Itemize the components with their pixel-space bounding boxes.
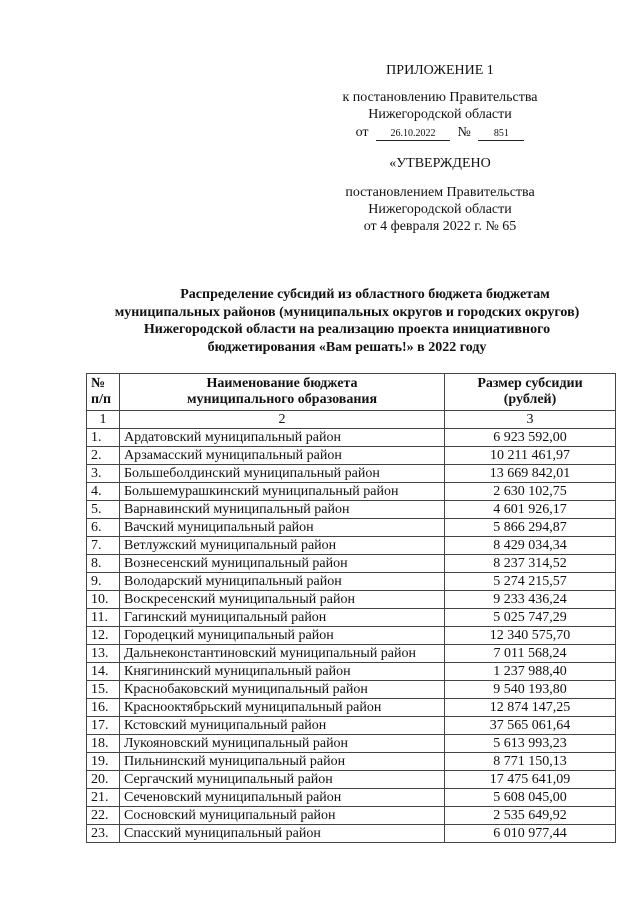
table-row [87, 537, 616, 555]
row-subsidy-amount: 9 540 193,80 [445, 681, 616, 699]
row-subsidy-amount: 5 274 215,57 [445, 573, 616, 591]
table-row [87, 699, 616, 717]
row-district-name: Дальнеконстантиновский муниципальный район [120, 645, 445, 663]
row-district-name: Арзамасский муниципальный район [120, 447, 445, 465]
row-number: 18. [87, 735, 120, 753]
header-amount [445, 374, 616, 411]
row-number: 14. [87, 663, 120, 681]
row-subsidy-amount: 10 211 461,97 [445, 447, 616, 465]
row-subsidy-amount: 2 535 649,92 [445, 807, 616, 825]
row-district-name: Княгининский муниципальный район [120, 663, 445, 681]
header-number-line-2: п/п [91, 392, 112, 407]
row-district-name: Большемурашкинский муниципальный район [120, 483, 445, 501]
row-subsidy-amount: 37 565 061,64 [445, 717, 616, 735]
heading-line-1: Распределение субсидий из областного бюджета бюджетам [180, 287, 550, 302]
column-index-1: 1 [87, 411, 120, 429]
row-number: 13. [87, 645, 120, 663]
row-district-name: Городецкий муниципальный район [120, 627, 445, 645]
resolution-number: 851 [478, 128, 524, 141]
table-row [87, 609, 616, 627]
column-index-row [87, 411, 616, 429]
row-number: 23. [87, 825, 120, 843]
header-amount-line-2: (рублей) [503, 392, 557, 407]
table-row [87, 753, 616, 771]
row-district-name: Сосновский муниципальный район [120, 807, 445, 825]
table-row [87, 501, 616, 519]
table-row [87, 519, 616, 537]
row-district-name: Кстовский муниципальный район [120, 717, 445, 735]
table-row [87, 717, 616, 735]
approved-line-1: постановлением Правительства [345, 185, 535, 200]
header-amount-line-1: Размер субсидии [477, 376, 583, 391]
table-row [87, 447, 616, 465]
row-district-name: Спасский муниципальный район [120, 825, 445, 843]
approved-line-3: от 4 февраля 2022 г. № 65 [363, 219, 517, 234]
row-number: 6. [87, 519, 120, 537]
row-number: 12. [87, 627, 120, 645]
row-number: 21. [87, 789, 120, 807]
row-number: 3. [87, 465, 120, 483]
table-row [87, 465, 616, 483]
row-subsidy-amount: 5 025 747,29 [445, 609, 616, 627]
column-index-2: 2 [120, 411, 445, 429]
appendix-date-line [320, 124, 560, 141]
row-subsidy-amount: 4 601 926,17 [445, 501, 616, 519]
row-district-name: Краснооктябрьский муниципальный район [120, 699, 445, 717]
table-row [87, 663, 616, 681]
row-subsidy-amount: 6 923 592,00 [445, 429, 616, 447]
table-row [87, 627, 616, 645]
table-row [87, 789, 616, 807]
row-number: 11. [87, 609, 120, 627]
row-district-name: Вачский муниципальный район [120, 519, 445, 537]
row-subsidy-amount: 17 475 641,09 [445, 771, 616, 789]
row-number: 22. [87, 807, 120, 825]
table-row [87, 807, 616, 825]
row-subsidy-amount: 5 608 045,00 [445, 789, 616, 807]
approved-title: «УТВЕРЖДЕНО [389, 156, 491, 171]
row-number: 9. [87, 573, 120, 591]
row-district-name: Сергачский муниципальный район [120, 771, 445, 789]
row-number: 20. [87, 771, 120, 789]
row-subsidy-amount: 12 874 147,25 [445, 699, 616, 717]
table-header-row [87, 374, 616, 411]
date-prefix: от [355, 125, 369, 140]
row-subsidy-amount: 5 613 993,23 [445, 735, 616, 753]
table-row [87, 825, 616, 843]
row-district-name: Володарский муниципальный район [120, 573, 445, 591]
row-district-name: Гагинский муниципальный район [120, 609, 445, 627]
row-subsidy-amount: 7 011 568,24 [445, 645, 616, 663]
row-number: 5. [87, 501, 120, 519]
heading-line-2: муниципальных районов (муниципальных округов и городских округов) [114, 304, 580, 320]
header-number [87, 374, 120, 411]
row-subsidy-amount: 12 340 575,70 [445, 627, 616, 645]
table-row [87, 483, 616, 501]
resolution-date: 26.10.2022 [376, 128, 450, 141]
subsidy-table [86, 373, 616, 843]
table-row [87, 429, 616, 447]
row-number: 2. [87, 447, 120, 465]
header-number-line-1: № [91, 376, 106, 391]
heading-line-4: бюджетирования «Вам решать!» в 2022 году [207, 339, 487, 355]
column-index-3: 3 [445, 411, 616, 429]
row-subsidy-amount: 2 630 102,75 [445, 483, 616, 501]
row-district-name: Ветлужский муниципальный район [120, 537, 445, 555]
document-heading [82, 286, 612, 356]
row-subsidy-amount: 13 669 842,01 [445, 465, 616, 483]
row-number: 19. [87, 753, 120, 771]
header-name-line-1: Наименование бюджета [206, 376, 358, 391]
table-row [87, 771, 616, 789]
row-subsidy-amount: 5 866 294,87 [445, 519, 616, 537]
row-number: 10. [87, 591, 120, 609]
header-name [120, 374, 445, 411]
row-subsidy-amount: 6 010 977,44 [445, 825, 616, 843]
table-row [87, 681, 616, 699]
row-district-name: Сеченовский муниципальный район [120, 789, 445, 807]
row-subsidy-amount: 1 237 988,40 [445, 663, 616, 681]
approved-line-2: Нижегородской области [368, 202, 512, 217]
appendix-line-2: Нижегородской области [368, 107, 512, 122]
row-district-name: Варнавинский муниципальный район [120, 501, 445, 519]
appendix-title: ПРИЛОЖЕНИЕ 1 [386, 63, 494, 78]
row-subsidy-amount: 8 771 150,13 [445, 753, 616, 771]
number-sign: № [457, 125, 471, 140]
row-number: 1. [87, 429, 120, 447]
row-number: 17. [87, 717, 120, 735]
row-number: 16. [87, 699, 120, 717]
row-subsidy-amount: 8 237 314,52 [445, 555, 616, 573]
table-row [87, 555, 616, 573]
row-district-name: Пильнинский муниципальный район [120, 753, 445, 771]
row-district-name: Воскресенский муниципальный район [120, 591, 445, 609]
row-number: 8. [87, 555, 120, 573]
table-row [87, 591, 616, 609]
appendix-line-1: к постановлению Правительства [342, 90, 538, 105]
table-row [87, 735, 616, 753]
table-row [87, 573, 616, 591]
row-district-name: Ардатовский муниципальный район [120, 429, 445, 447]
header-name-line-2: муниципального образования [186, 392, 378, 407]
row-subsidy-amount: 9 233 436,24 [445, 591, 616, 609]
row-number: 15. [87, 681, 120, 699]
row-number: 7. [87, 537, 120, 555]
row-district-name: Краснобаковский муниципальный район [120, 681, 445, 699]
row-district-name: Большеболдинский муниципальный район [120, 465, 445, 483]
row-subsidy-amount: 8 429 034,34 [445, 537, 616, 555]
heading-line-3: Нижегородской области на реализацию проекта инициативного [143, 322, 551, 337]
row-district-name: Вознесенский муниципальный район [120, 555, 445, 573]
row-number: 4. [87, 483, 120, 501]
table-row [87, 645, 616, 663]
row-district-name: Лукояновский муниципальный район [120, 735, 445, 753]
